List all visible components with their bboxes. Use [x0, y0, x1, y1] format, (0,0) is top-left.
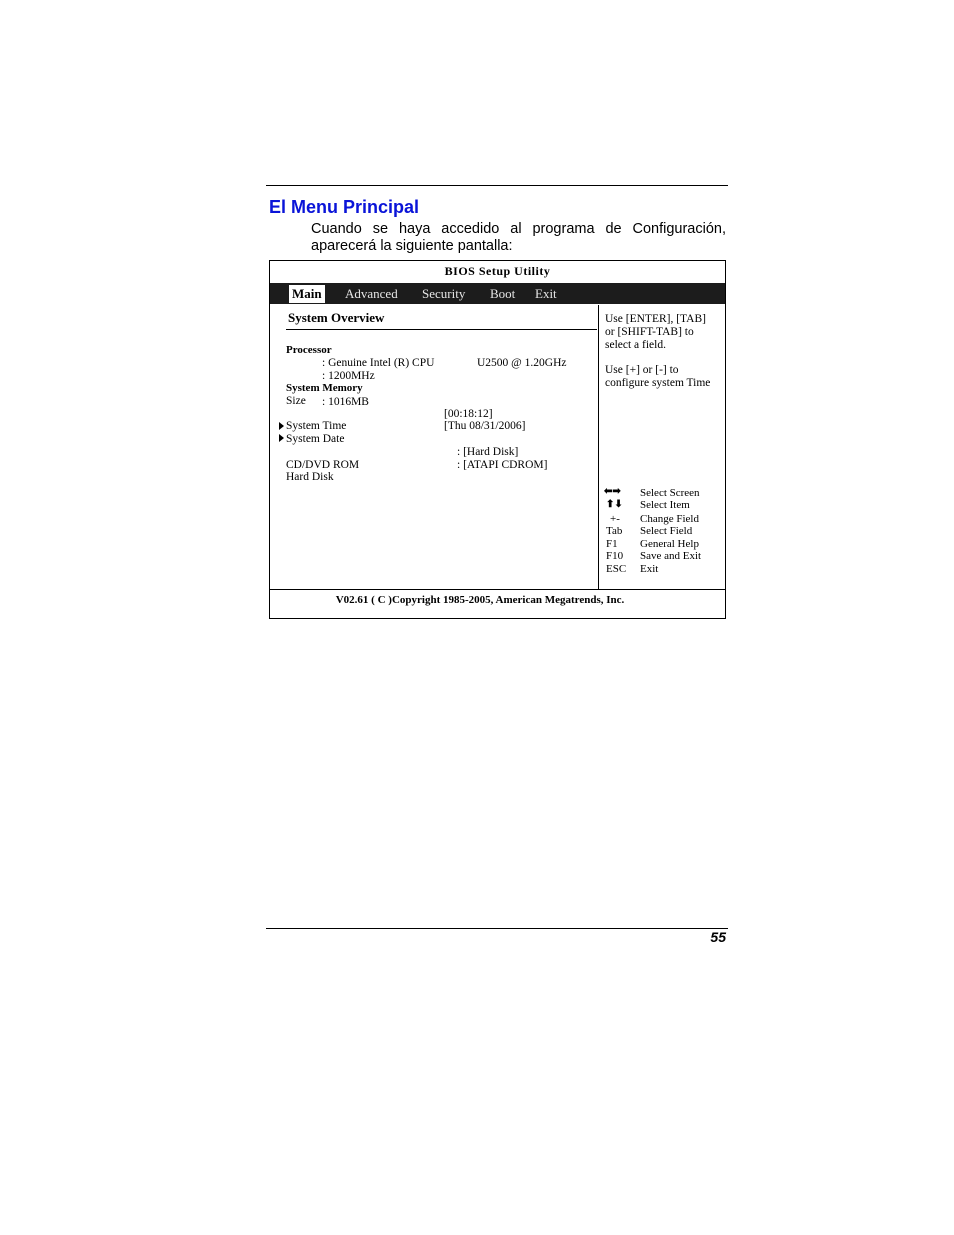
- bios-menu-bar: [270, 283, 725, 304]
- footer-divider: [270, 589, 725, 590]
- arrow-right-icon: [279, 422, 284, 430]
- hard-disk-label: Hard Disk: [286, 471, 334, 483]
- system-memory-label: System Memory: [286, 382, 363, 394]
- key-desc-save-exit: Save and Exit: [640, 550, 702, 562]
- key-desc-exit: Exit: [640, 563, 659, 575]
- tab-exit[interactable]: Exit: [535, 286, 557, 301]
- intro-paragraph: Cuando se haya accedido al programa de Configuración, aparecerá la siguiente pantalla:: [311, 221, 726, 254]
- key-esc: ESC: [606, 563, 627, 575]
- bios-title: BIOS Setup Utility: [444, 264, 551, 278]
- size-label: Size: [286, 395, 306, 407]
- help-line-1: Use [ENTER], [TAB]: [605, 313, 706, 325]
- help-line-5: configure system Time: [605, 377, 711, 389]
- page-number: 55: [710, 929, 726, 945]
- tab-boot[interactable]: Boot: [490, 286, 516, 301]
- system-overview-title: System Overview: [288, 310, 385, 325]
- overview-divider: [286, 329, 597, 330]
- system-date-value[interactable]: [Thu 08/31/2006]: [444, 420, 526, 432]
- processor-label: Processor: [286, 344, 332, 356]
- tab-security[interactable]: Security: [422, 286, 466, 301]
- help-line-2: or [SHIFT-TAB] to: [605, 326, 694, 338]
- cpu-model: U2500 @ 1.20GHz: [477, 357, 567, 369]
- top-rule: [266, 185, 728, 186]
- key-desc-select-screen: Select Screen: [640, 487, 700, 499]
- arrow-right-icon: [279, 434, 284, 442]
- cdrom-label: CD/DVD ROM: [286, 459, 360, 471]
- key-desc-general-help: General Help: [640, 538, 699, 550]
- section-heading: El Menu Principal: [269, 197, 420, 217]
- cdrom-value: : [ATAPI CDROM]: [457, 459, 548, 471]
- tab-main[interactable]: Main: [289, 285, 325, 303]
- bios-screen: [269, 260, 726, 619]
- panel-divider: [598, 305, 599, 590]
- bottom-rule: [266, 928, 728, 929]
- bios-copyright: V02.61 ( C )Copyright 1985-2005, American Megatrends, Inc.: [335, 594, 625, 606]
- tab-advanced[interactable]: Advanced: [345, 286, 398, 301]
- help-line-4: Use [+] or [-] to: [605, 364, 679, 376]
- key-tab: Tab: [606, 525, 623, 537]
- key-desc-change-field: Change Field: [640, 513, 699, 525]
- key-f10: F10: [606, 550, 624, 562]
- help-line-3: select a field.: [605, 339, 666, 351]
- key-desc-select-item: Select Item: [640, 499, 690, 511]
- hard-disk-value: : [Hard Disk]: [457, 446, 519, 458]
- system-date-label[interactable]: System Date: [286, 433, 345, 445]
- key-desc-select-field: Select Field: [640, 525, 693, 537]
- system-time-label[interactable]: System Time: [286, 420, 347, 432]
- system-time-value[interactable]: [00:18:12]: [444, 408, 493, 420]
- cpu-speed: : 1200MHz: [322, 370, 375, 382]
- key-plus-minus: +-: [610, 513, 620, 525]
- up-down-arrows-icon: ⬆⬇: [606, 499, 623, 510]
- cpu-name: : Genuine Intel (R) CPU: [322, 357, 435, 369]
- left-right-arrows-icon: ⬅➡: [604, 486, 621, 497]
- key-f1: F1: [606, 538, 618, 550]
- size-value: : 1016MB: [322, 396, 369, 408]
